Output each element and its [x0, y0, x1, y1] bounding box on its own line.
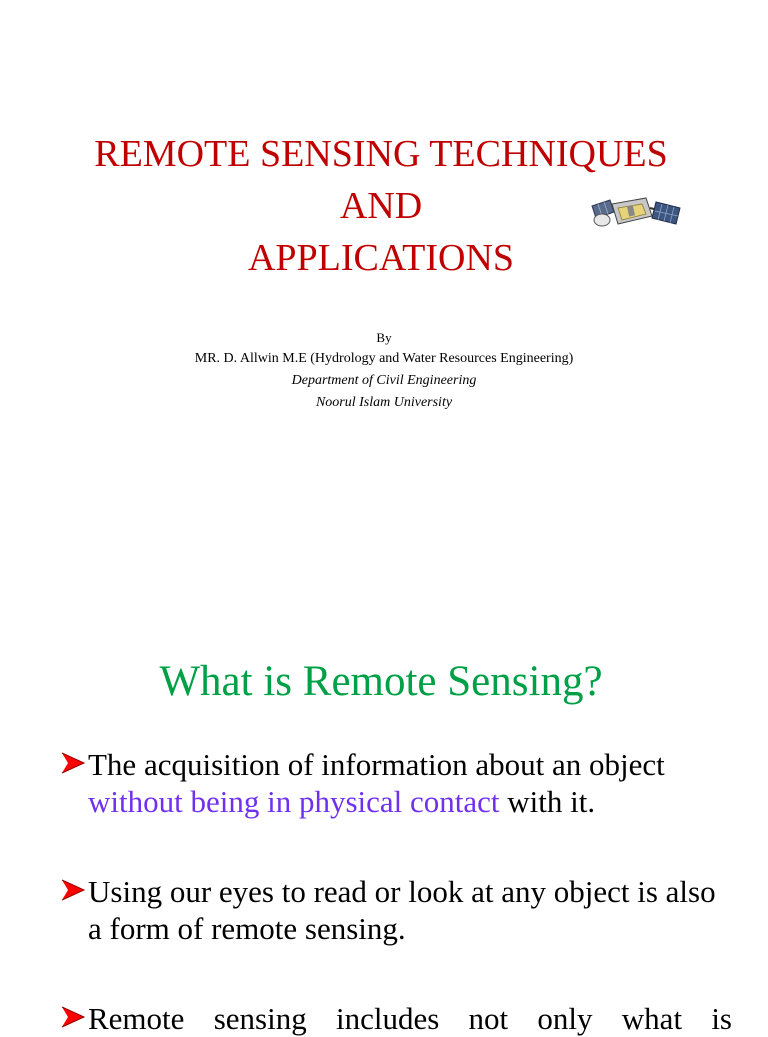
bullet-item: [60, 873, 732, 947]
title-line-2: AND: [339, 185, 423, 227]
bullet-item: [60, 746, 732, 820]
author-line: MR. D. Allwin M.E (Hydrology and Water Resources Engineering): [194, 351, 574, 366]
arrow-bullet-icon: [60, 1005, 86, 1029]
bullet-text: [88, 746, 732, 820]
content-slide: [0, 560, 768, 1036]
bullet-text-part-2: with it.: [499, 784, 596, 819]
arrow-bullet-icon: [60, 751, 86, 775]
bullet-text-part-1: The acquisition of information about an object: [88, 747, 665, 782]
department-line: Department of Civil Engineering: [291, 373, 477, 388]
bullet-item: [60, 1000, 732, 1037]
university-line: Noorul Islam University: [315, 395, 453, 410]
slide-heading: What is Remote Sensing?: [159, 658, 603, 705]
by-label: By: [376, 330, 392, 345]
satellite-icon: [588, 190, 684, 236]
title-line-1: REMOTE SENSING TECHNIQUES: [94, 133, 668, 175]
highlighted-phrase: without being in physical contact: [88, 784, 500, 819]
bullet-text: Using our eyes to read or look at any object is also a form of remote sensing.: [88, 874, 716, 946]
arrow-bullet-icon: [60, 878, 86, 902]
title-line-3: APPLICATIONS: [247, 237, 515, 279]
bullet-text: Remote sensing includes not only what is: [88, 1001, 732, 1036]
